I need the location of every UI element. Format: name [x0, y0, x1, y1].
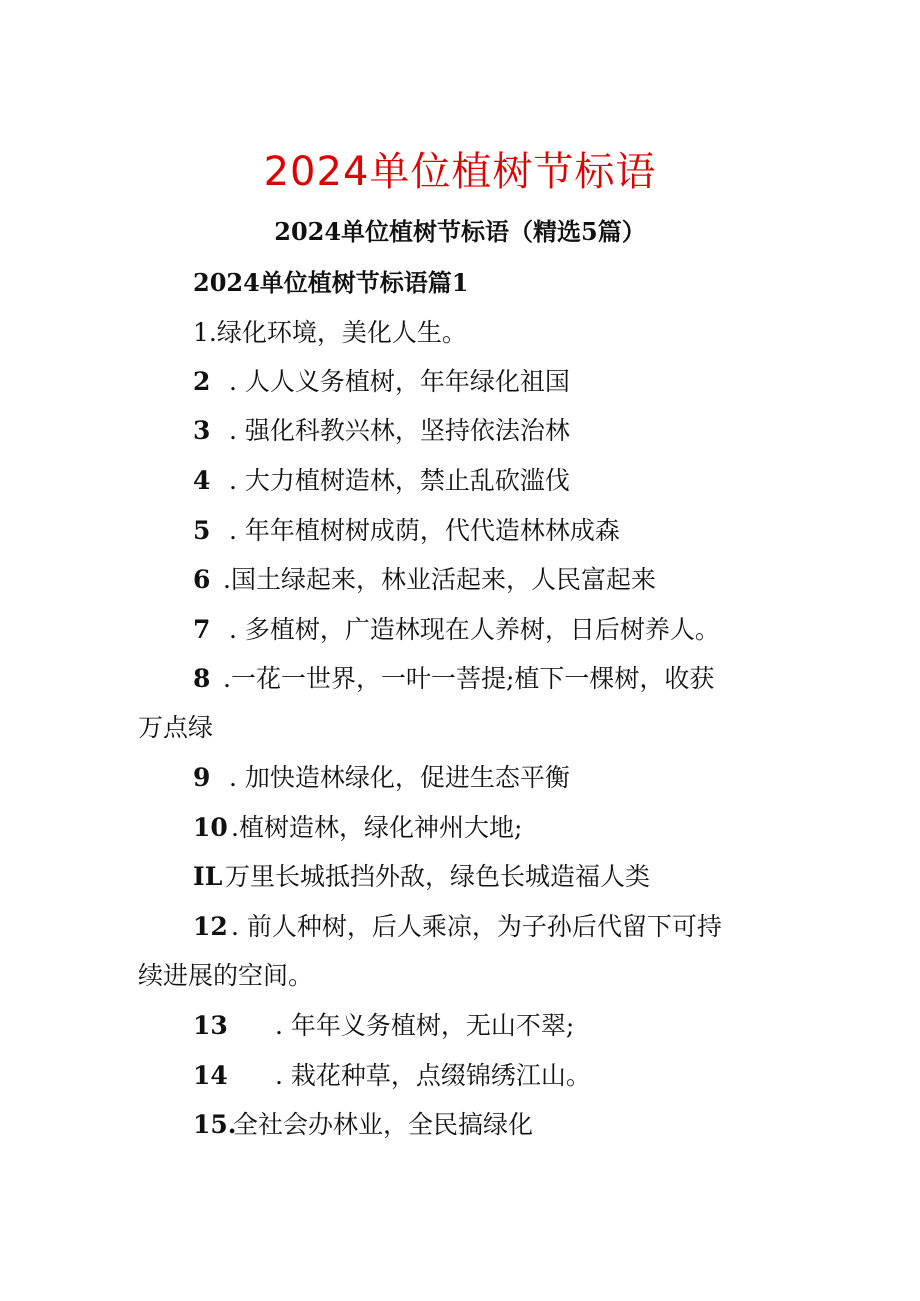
list-item-3	[193, 414, 570, 448]
list-item-text: . 年年植树树成荫，代代造林林成森	[229, 516, 620, 545]
list-item-number: IL	[193, 862, 223, 891]
list-item-text: . 前人种树，后人乘凉，为子孙后代留下可持	[231, 912, 722, 941]
list-item-text: .一花一世界，一叶一菩提;植下一棵树，收获	[223, 664, 715, 693]
document-title: 2024单位植树节标语	[263, 149, 657, 195]
list-item-5	[193, 514, 620, 548]
list-item-11	[193, 860, 650, 894]
list-item-12-continuation: 续进展的空间。	[138, 961, 314, 990]
list-item-8	[193, 662, 714, 696]
list-item-14	[193, 1059, 591, 1093]
list-item-number: 4	[193, 466, 211, 495]
list-item-text: . 加快造林绿化，促进生态平衡	[229, 763, 570, 792]
list-item-4	[193, 464, 570, 498]
list-item-text: 全社会办林业，全民搞绿化	[233, 1110, 534, 1139]
list-item-7	[193, 613, 720, 647]
list-item-text: .国土绿起来，林业活起来，人民富起来	[223, 565, 656, 594]
list-item-text: .植树造林，绿化神州大地;	[231, 813, 523, 842]
list-item-13	[193, 1009, 574, 1043]
list-item-number: 8	[193, 664, 211, 693]
list-item-9	[193, 761, 570, 795]
list-item-number: 9	[193, 763, 211, 792]
list-item-2	[193, 365, 570, 399]
list-item-12	[193, 910, 722, 944]
list-item-15	[193, 1108, 533, 1142]
list-item-number: 1.	[193, 318, 217, 347]
list-item-number: 3	[193, 416, 211, 445]
list-item-10	[193, 811, 522, 845]
list-item-text: . 栽花种草，点缀锦绣江山。	[275, 1061, 591, 1090]
list-item-text: . 多植树，广造林现在人养树，日后树养人。	[229, 615, 720, 644]
list-item-number: 15.	[193, 1110, 237, 1139]
list-item-1	[193, 316, 467, 350]
list-item-number: 14	[193, 1061, 228, 1090]
list-item-text: 万里长城抵挡外敌，绿色长城造福人类	[225, 862, 651, 891]
list-item-number: 12	[193, 912, 228, 941]
list-item-text: 绿化环境，美化人生。	[216, 318, 467, 347]
list-item-8-continuation: 万点绿	[138, 713, 214, 742]
list-item-number: 2	[193, 367, 211, 396]
list-item-number: 7	[193, 615, 211, 644]
section-heading: 2024单位植树节标语篇1	[193, 268, 469, 297]
list-item-text: . 大力植树造林，禁止乱砍滥伐	[229, 466, 570, 495]
list-item-text: . 人人义务植树，年年绿化祖国	[229, 367, 570, 396]
list-item-number: 10	[193, 813, 228, 842]
document-subtitle: 2024单位植树节标语（精选5篇）	[274, 217, 646, 246]
list-item-text: . 强化科教兴林，坚持依法治林	[229, 416, 570, 445]
list-item-6	[193, 563, 656, 597]
list-item-number: 6	[193, 565, 211, 594]
list-item-number: 13	[193, 1011, 228, 1040]
list-item-text: . 年年义务植树，无山不翠;	[275, 1011, 575, 1040]
list-item-number: 5	[193, 516, 211, 545]
